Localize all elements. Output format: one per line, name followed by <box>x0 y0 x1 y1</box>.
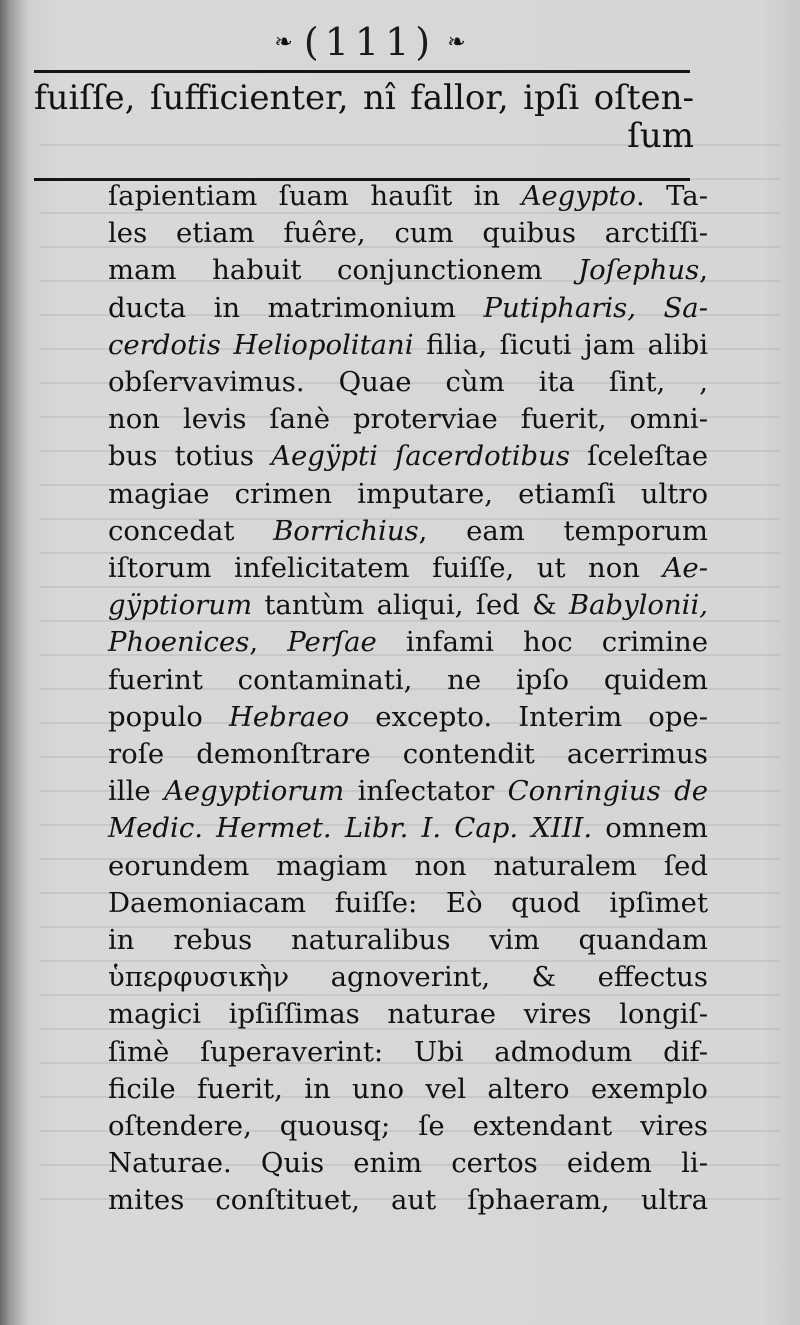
italic-run: Borrichius <box>273 514 419 547</box>
text-run: mam habuit conjunctionem <box>108 254 579 287</box>
text-line <box>108 587 708 624</box>
text-run: ducta in matrimonium <box>108 291 484 324</box>
text-line <box>108 810 708 847</box>
text-run: . Ta- <box>635 180 708 212</box>
text-run: ſceleſtae <box>569 440 708 473</box>
text-line <box>108 476 708 513</box>
ornament-left-icon: ❧ <box>274 29 293 55</box>
text-run: infami hoc crimine <box>376 626 709 659</box>
text-run: , <box>249 626 288 659</box>
running-head-line-1: fuiſſe, ſufficienter, nî fallor, ipſi oſten- <box>34 78 694 118</box>
text-run: ille <box>108 775 165 808</box>
text-run: mites conſtituet, aut ſphaeram, ultra <box>108 1184 708 1217</box>
italic-run: gÿptiorum <box>108 589 253 622</box>
italic-run: Hebraeo <box>228 700 350 733</box>
text-line <box>108 364 708 401</box>
text-run: ὑπερφυσικὴν agnoverint, & effectus <box>108 961 708 994</box>
text-run: bus totius <box>108 440 272 473</box>
text-run: magici ipſiſſimas naturae vires longiſ- <box>108 998 708 1031</box>
text-line <box>108 1182 708 1219</box>
italic-run: Perſae <box>287 626 377 659</box>
text-run: eorundem magiam non naturalem ſed <box>108 849 708 882</box>
ornament-right-icon: ❧ <box>447 29 466 55</box>
text-line <box>108 215 708 252</box>
text-line <box>108 848 708 885</box>
text-line <box>108 922 708 959</box>
text-line <box>108 624 708 661</box>
text-run: ficile fuerit, in uno vel altero exemplo <box>108 1072 708 1105</box>
text-run: roſe demonſtrare contendit acerrimus <box>108 738 708 771</box>
text-run: iſtorum infelicitatem fuiſſe, ut non <box>108 552 663 585</box>
text-run: , eam temporum <box>418 514 709 547</box>
text-run: , <box>699 254 708 287</box>
running-head-text <box>34 76 694 158</box>
text-line <box>108 1145 708 1182</box>
italic-run: Phoenices <box>108 626 250 659</box>
text-run: oſtendere, quousq; ſe extendant vires <box>108 1110 708 1143</box>
text-line <box>108 996 708 1033</box>
text-line <box>108 662 708 699</box>
header-rule <box>34 70 690 73</box>
text-run: tantùm aliqui, ſed & <box>252 589 569 622</box>
italic-run: Aegyptiorum <box>164 775 345 808</box>
italic-run: cerdotis Heliopolitani <box>108 328 414 361</box>
text-line <box>108 885 708 922</box>
text-line <box>108 438 708 475</box>
text-line <box>108 252 708 289</box>
italic-run: Putipharis, Sa- <box>483 291 708 324</box>
italic-run: Ae- <box>662 552 708 585</box>
italic-run: Joſephus <box>578 254 700 287</box>
text-line <box>108 513 708 550</box>
text-run: fuerint contaminati, ne ipſo quidem <box>108 663 708 696</box>
text-run: concedat <box>108 514 274 547</box>
page-header <box>260 20 480 72</box>
text-line <box>108 401 708 438</box>
text-run: ſimè ſuperaverint: Ubi admodum dif- <box>108 1035 708 1068</box>
text-run: populo <box>108 700 229 733</box>
italic-run: Conringius de <box>507 775 708 808</box>
italic-run: Babylonii, <box>568 589 708 622</box>
text-line <box>108 1071 708 1108</box>
text-line <box>108 736 708 773</box>
text-run: les etiam fuêre, cum quibus arctiſſi- <box>108 217 708 250</box>
italic-run: Aegypto <box>521 180 636 212</box>
text-line <box>108 550 708 587</box>
text-run: magiae crimen imputare, etiamſi ultro <box>108 477 708 510</box>
text-run: filia, ſicuti jam alibi <box>413 328 708 361</box>
text-line <box>108 178 708 215</box>
text-line <box>108 327 708 364</box>
text-run: omnem <box>592 812 708 845</box>
body-text <box>108 178 708 1220</box>
text-line <box>108 959 708 996</box>
text-run: in rebus naturalibus vim quandam <box>108 924 708 957</box>
text-run: non levis ſanè proterviae fuerit, omni- <box>108 403 708 436</box>
text-run: Daemoniacam fuiſſe: Eò quod ipſimet <box>108 886 708 919</box>
text-line <box>108 290 708 327</box>
text-run: inſectator <box>344 775 508 808</box>
text-run: Naturae. Quis enim certos eidem li- <box>108 1147 708 1180</box>
italic-run: Aegÿpti ſacerdotibus <box>271 440 570 473</box>
text-run: excepto. Interim ope- <box>349 700 708 733</box>
text-line <box>108 1108 708 1145</box>
text-run: ſapientiam ſuam hauſit in <box>108 180 522 212</box>
running-head-line-2: ſum <box>627 116 694 156</box>
text-line <box>108 699 708 736</box>
text-run: obſervavimus. Quae cùm ita ſint, , <box>108 366 708 399</box>
page-number: (111) <box>303 20 437 64</box>
text-line <box>108 773 708 810</box>
text-line <box>108 1034 708 1071</box>
italic-run: Medic. Hermet. Libr. I. Cap. XIII. <box>108 812 593 845</box>
